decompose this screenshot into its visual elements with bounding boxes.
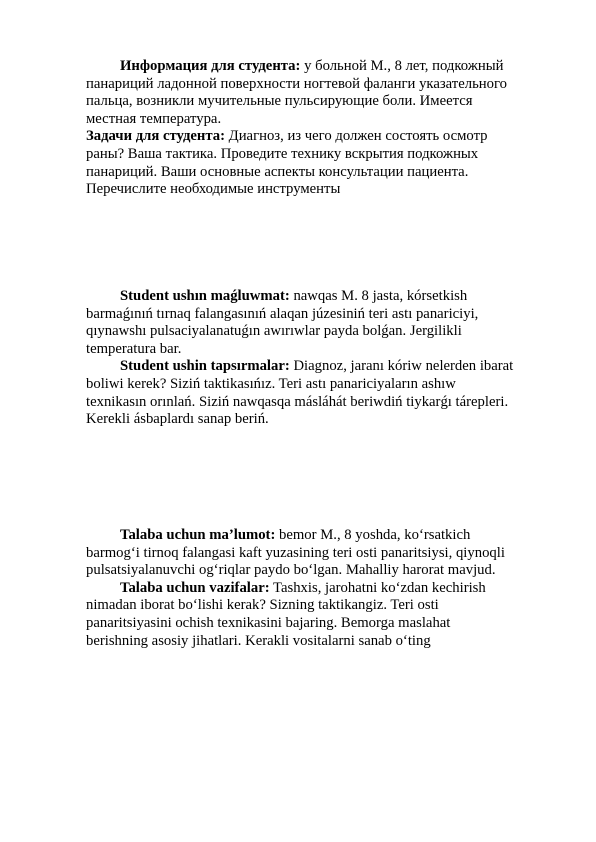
kaa-tasks-line-2: boliwi kerek? Siziń taktikasıńız. Teri astı panariciyaların ashıw: [86, 375, 456, 392]
ru-info-line-1: Информация для студента: у больной М., 8 лет, подкожный: [120, 58, 504, 74]
kaa-tasks-label: Student ushin tapsırmalar:: [120, 358, 290, 375]
section-uzbek: [86, 527, 526, 650]
kaa-tasks-line-4: Kerekli ásbaplardı sanap beriń.: [86, 411, 269, 428]
uz-info-label: Talaba uchun ma’lumot:: [120, 527, 276, 543]
ru-info-line-2: панариций ладонной поверхности ногтевой фаланги указательного: [86, 75, 507, 92]
uz-info-line-3: pulsatsiyalanuvchi og‘riqlar paydo bo‘lgan. Mahalliy harorat mavjud.: [86, 562, 496, 579]
uz-tasks-line-3: panaritsiyasini ochish texnikasini bajaring. Bemorga maslahat: [86, 614, 451, 631]
ru-info-line-4: местная температура.: [86, 110, 222, 127]
uz-tasks-line-4: berishning asosiy jihatlari. Kerakli vositalarni sanab o‘ting: [86, 632, 431, 649]
ru-info-label: Информация для студента:: [120, 58, 301, 74]
kaa-info-line-3: qıynawshı pulsaciyalanatuǵın awırıwlar payda bolǵan. Jergilikli: [86, 323, 462, 340]
kaa-info-label: Student ushın maǵluwmat:: [120, 288, 290, 304]
ru-info-line-3: пальца, возникли мучительные пульсирующие боли. Имеется: [86, 93, 473, 110]
kaa-info-line-4: temperatura bar.: [86, 340, 182, 357]
kaa-tasks-line-1: Student ushin tapsırmalar: Diagnoz, jaranı kóriw nelerden ibarat: [120, 358, 514, 375]
ru-tasks-line-4: Перечислите необходимые инструменты: [86, 181, 341, 198]
kaa-info-line-2: barmaǵınıń tırnaq falangasınıń alaqan júzesiniń teri astı panariciyi,: [86, 305, 479, 322]
uz-tasks-line-1: Talaba uchun vazifalar: Tashxis, jarohatni ko‘zdan kechirish: [120, 579, 486, 596]
uz-tasks-label: Talaba uchun vazifalar:: [120, 579, 270, 596]
ru-tasks-label: Задачи для студента:: [86, 128, 225, 145]
ru-tasks-line-2: раны? Ваша тактика. Проведите технику вскрытия подкожных: [86, 145, 479, 162]
section-russian: [86, 58, 526, 199]
uz-tasks-line-2: nimadan iborat bo‘lishi kerak? Sizning taktikangiz. Teri osti: [86, 597, 439, 614]
kaa-tasks-line-3: texnikasın orınlań. Siziń nawqasqa másláhát beriwdiń tiykarǵı tárepleri.: [86, 393, 509, 410]
uz-info-line-1: Talaba uchun ma’lumot: bemor M., 8 yoshda, ko‘rsatkich: [120, 527, 471, 543]
kaa-info-line-1: Student ushın maǵluwmat: nawqas M. 8 jasta, kórsetkish: [120, 288, 468, 304]
uz-info-line-2: barmog‘i tirnoq falangasi kaft yuzasining teri osti panaritsiysi, qiynoqli: [86, 544, 505, 561]
ru-tasks-line-3: панариций. Ваши основные аспекты консультации пациента.: [86, 163, 469, 180]
section-karakalpak: [86, 288, 526, 429]
ru-tasks-line-1: Задачи для студента: Диагноз, из чего должен состоять осмотр: [86, 128, 488, 145]
